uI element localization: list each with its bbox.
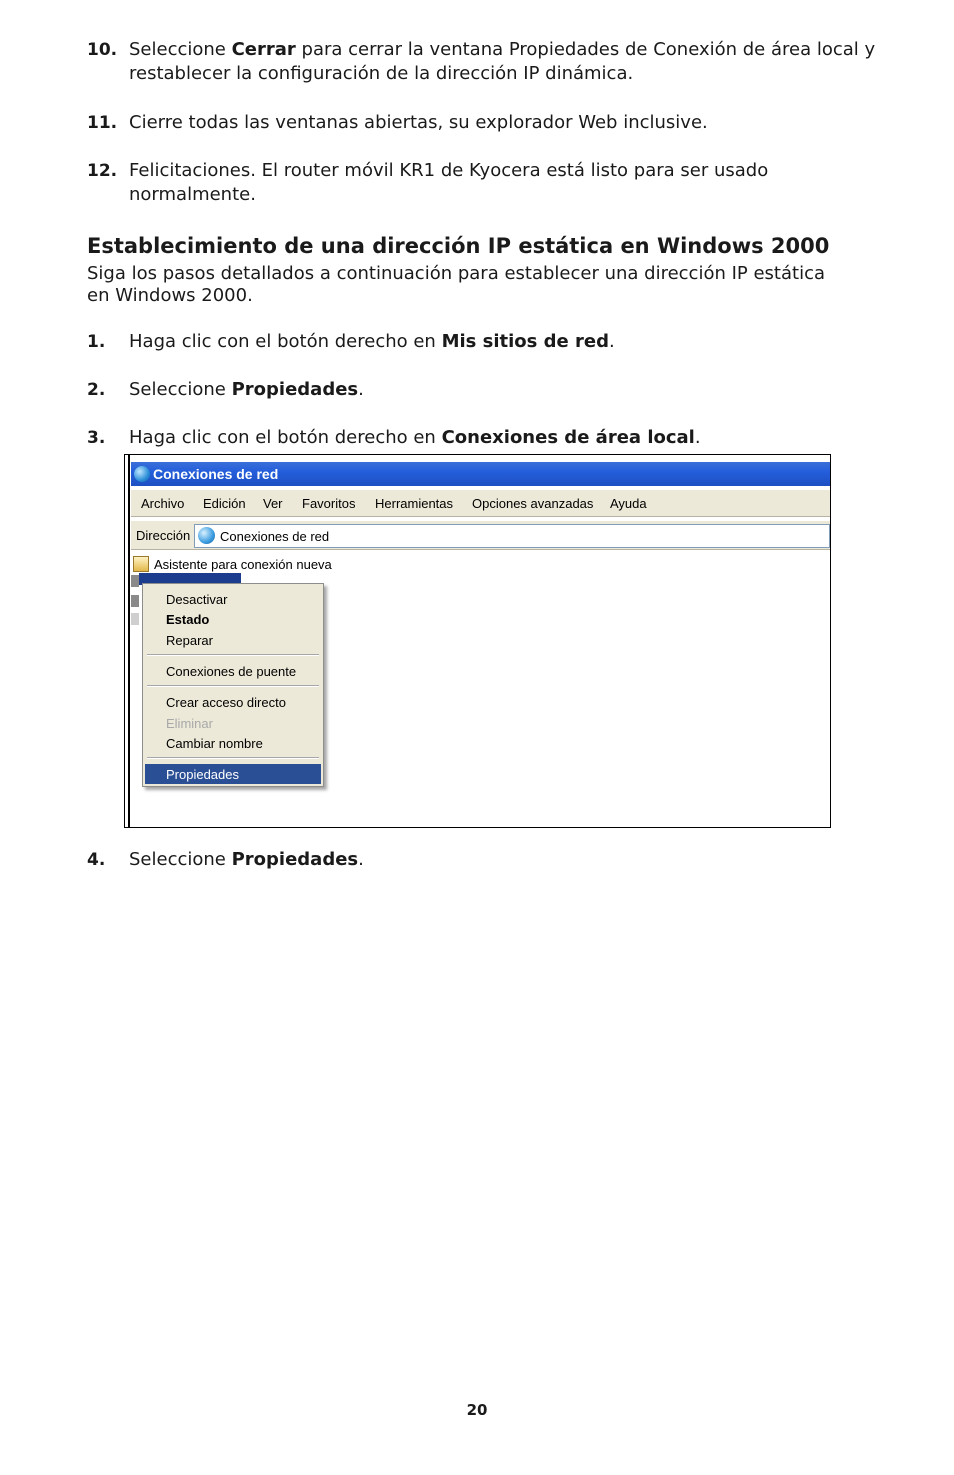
wizard-icon (133, 556, 149, 572)
step-4 (87, 848, 877, 872)
step-text: Felicitaciones. El router móvil KR1 de Kyocera está listo para ser usado normalmente. (129, 160, 769, 205)
connection-icon (131, 613, 139, 625)
context-menu (142, 583, 324, 787)
menu-separator (147, 685, 319, 687)
menu-item-crear-acceso-directo[interactable]: Crear acceso directo (166, 695, 286, 710)
address-value: Conexiones de red (220, 529, 330, 544)
address-label: Dirección (136, 528, 191, 543)
network-globe-icon (134, 466, 150, 482)
step-number: 3. (87, 428, 106, 448)
step-text: Seleccione Propiedades. (129, 849, 364, 870)
step-10 (87, 38, 877, 86)
menu-item-conexiones-de-puente[interactable]: Conexiones de puente (166, 664, 297, 679)
step-1 (87, 330, 877, 354)
menu-separator (147, 654, 319, 656)
menu-item-desactivar[interactable]: Desactivar (166, 592, 228, 607)
step-number: 10. (87, 40, 118, 60)
step-text: Haga clic con el botón derecho en Mis sitios de red. (129, 331, 615, 352)
menu-item-estado[interactable]: Estado (166, 612, 210, 627)
step-text: Seleccione Cerrar para cerrar la ventana Propiedades de Conexión de área local y restablecer la configuración de la dirección IP dinámica. (129, 39, 876, 84)
step-text: Seleccione Propiedades. (129, 379, 364, 400)
step-number: 2. (87, 380, 106, 400)
section-intro: Siga los pasos detallados a continuación para establecer una dirección IP estática en Windows 2000. (87, 263, 825, 306)
menu-archivo[interactable]: Archivo (141, 496, 185, 511)
page-number: 20 (466, 1401, 488, 1419)
network-globe-icon (198, 527, 215, 544)
menu-item-cambiar-nombre[interactable]: Cambiar nombre (166, 736, 263, 751)
connection-icon (131, 575, 139, 587)
window-title: Conexiones de red (153, 466, 279, 482)
window-titlebar[interactable] (131, 462, 830, 486)
step-2 (87, 378, 877, 402)
step-number: 12. (87, 161, 118, 181)
menu-separator (147, 757, 319, 759)
step-number: 11. (87, 113, 118, 133)
address-bar (131, 521, 830, 550)
menu-favoritos[interactable]: Favoritos (302, 496, 356, 511)
step-3 (87, 426, 877, 450)
step-text: Haga clic con el botón derecho en Conexiones de área local. (129, 427, 701, 448)
step-12 (87, 159, 807, 207)
network-connections-screenshot (124, 454, 831, 828)
step-number: 4. (87, 850, 106, 870)
menu-bar (131, 490, 830, 517)
address-field[interactable] (194, 524, 830, 548)
menu-herramientas[interactable]: Herramientas (375, 496, 454, 511)
step-11 (87, 111, 877, 135)
menu-opciones-avanzadas[interactable]: Opciones avanzadas (472, 496, 594, 511)
menu-item-propiedades[interactable]: Propiedades (145, 764, 321, 784)
menu-item-reparar[interactable]: Reparar (166, 633, 213, 648)
menu-edicion[interactable]: Edición (203, 496, 246, 511)
step-number: 1. (87, 332, 106, 352)
menu-item-eliminar: Eliminar (166, 716, 213, 731)
new-connection-wizard-item[interactable]: Asistente para conexión nueva (154, 557, 332, 572)
step-text: Cierre todas las ventanas abiertas, su explorador Web inclusive. (129, 112, 708, 133)
menu-ver[interactable]: Ver (263, 496, 283, 511)
section-heading: Establecimiento de una dirección IP estática en Windows 2000 (87, 234, 830, 258)
menu-ayuda[interactable]: Ayuda (610, 496, 647, 511)
window-border (128, 455, 130, 827)
connection-icon (131, 595, 139, 607)
